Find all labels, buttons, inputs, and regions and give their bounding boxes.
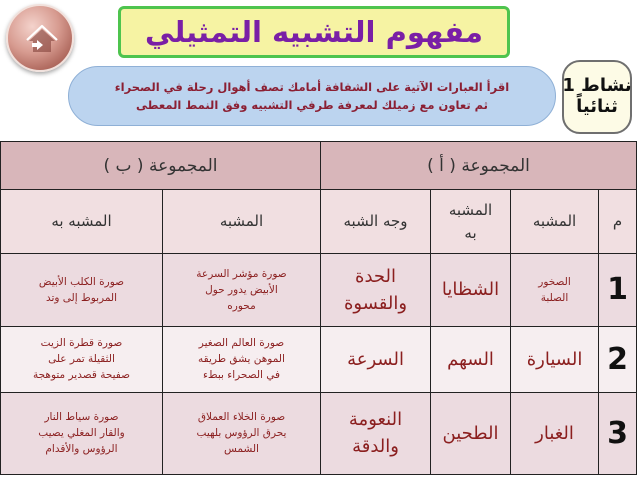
row-mushabbah-bihi: الطحين xyxy=(431,392,511,474)
table-row xyxy=(1,326,637,392)
row-b-mushabbah xyxy=(163,254,321,326)
row-wajh xyxy=(321,254,431,326)
row-wajh xyxy=(321,392,431,474)
col-header-b-mushabbah: المشبه xyxy=(163,190,321,254)
row-wajh: السرعة xyxy=(321,326,431,392)
activity-badge xyxy=(562,60,632,134)
home-button[interactable] xyxy=(6,4,74,72)
table-row xyxy=(1,254,637,326)
row-b-mushabbah-bihi-line-1: صورة قطرة الزيت xyxy=(40,336,123,349)
table-row xyxy=(1,392,637,474)
row-b-mushabbah-bihi-line-3: الرؤوس والأقدام xyxy=(45,443,118,456)
col-header-b-mushabbah-bihi: المشبه به xyxy=(1,190,163,254)
row-b-mushabbah xyxy=(163,326,321,392)
col-header-mushabbah: المشبه xyxy=(511,190,599,254)
row-wajh-line-2: والقسوة xyxy=(343,292,408,314)
row-mushabbah xyxy=(511,254,599,326)
row-b-mushabbah-bihi-line-1: صورة الكلب الأبيض xyxy=(38,275,125,288)
row-b-mushabbah-line-3: محوره xyxy=(227,300,256,313)
row-b-mushabbah-line-1: صورة العالم الصغير xyxy=(198,336,285,349)
row-number: 3 xyxy=(599,392,637,474)
activity-number: نشاط 1 xyxy=(562,75,632,97)
row-b-mushabbah-line-2: الموهن يشق طريقه xyxy=(198,352,285,365)
col-header-number: م xyxy=(599,190,637,254)
row-number: 2 xyxy=(599,326,637,392)
group-b-header: المجموعة ( ب ) xyxy=(1,142,321,190)
col-header-wajh: وجه الشبه xyxy=(321,190,431,254)
row-mushabbah: السيارة xyxy=(511,326,599,392)
col-header-mushabbah-bihi-line-1: المشبه xyxy=(448,201,493,220)
row-b-mushabbah-bihi xyxy=(1,326,163,392)
row-wajh-line-1: الحدة xyxy=(355,265,396,287)
simile-table xyxy=(0,141,637,475)
row-b-mushabbah-bihi-line-2: المربوط إلى وتد xyxy=(45,291,118,304)
row-b-mushabbah-bihi-line-3: صفيحة قصدير متوهجة xyxy=(33,369,130,382)
row-b-mushabbah-bihi-line-2: الثقيلة تمر على xyxy=(48,352,115,365)
row-b-mushabbah-bihi xyxy=(1,392,163,474)
home-arrow-icon xyxy=(25,23,59,57)
row-b-mushabbah-line-2: الأبيض يدور حول xyxy=(205,283,278,296)
row-b-mushabbah-line-1: صورة مؤشر السرعة xyxy=(196,267,287,280)
row-b-mushabbah-bihi-line-2: والقار المغلي يصيب xyxy=(38,427,125,440)
row-b-mushabbah xyxy=(163,392,321,474)
col-header-mushabbah-bihi xyxy=(431,190,511,254)
row-wajh-line-2: والدقة xyxy=(352,436,399,458)
page-title: مفهوم التشبيه التمثيلي xyxy=(144,15,483,49)
row-wajh-line-1: النعومة xyxy=(348,409,403,431)
activity-mode: ثنائياً xyxy=(576,96,618,117)
row-mushabbah: الغبار xyxy=(511,392,599,474)
instructions-panel xyxy=(68,66,556,126)
title-banner xyxy=(118,6,510,58)
instruction-line-1: اقرأ العبارات الآتية على الشفافة أمامك تصف أهوال رحلة في الصحراء xyxy=(114,80,510,94)
row-b-mushabbah-line-3: الشمس xyxy=(224,443,259,456)
row-b-mushabbah-line-2: يحرق الرؤوس بلهيب xyxy=(196,427,287,440)
col-header-mushabbah-bihi-line-2: به xyxy=(464,223,477,242)
row-mushabbah-bihi: الشظايا xyxy=(431,254,511,326)
row-b-mushabbah-line-3: في الصحراء ببطء xyxy=(202,369,281,382)
row-mushabbah-line-1: الصخور xyxy=(538,275,571,288)
row-b-mushabbah-bihi xyxy=(1,254,163,326)
row-b-mushabbah-line-1: صورة الخلاء العملاق xyxy=(197,410,286,423)
instruction-line-2: ثم تعاون مع زميلك لمعرفة طرفي التشبيه وفق النمط المعطى xyxy=(136,98,488,112)
row-b-mushabbah-bihi-line-1: صورة سياط النار xyxy=(44,410,119,423)
table-group-header-row xyxy=(1,142,637,190)
table-column-header-row xyxy=(1,190,637,254)
row-number: 1 xyxy=(599,254,637,326)
row-mushabbah-bihi: السهم xyxy=(431,326,511,392)
group-a-header: المجموعة ( أ ) xyxy=(321,142,637,190)
row-mushabbah-line-2: الصلبة xyxy=(540,291,569,304)
